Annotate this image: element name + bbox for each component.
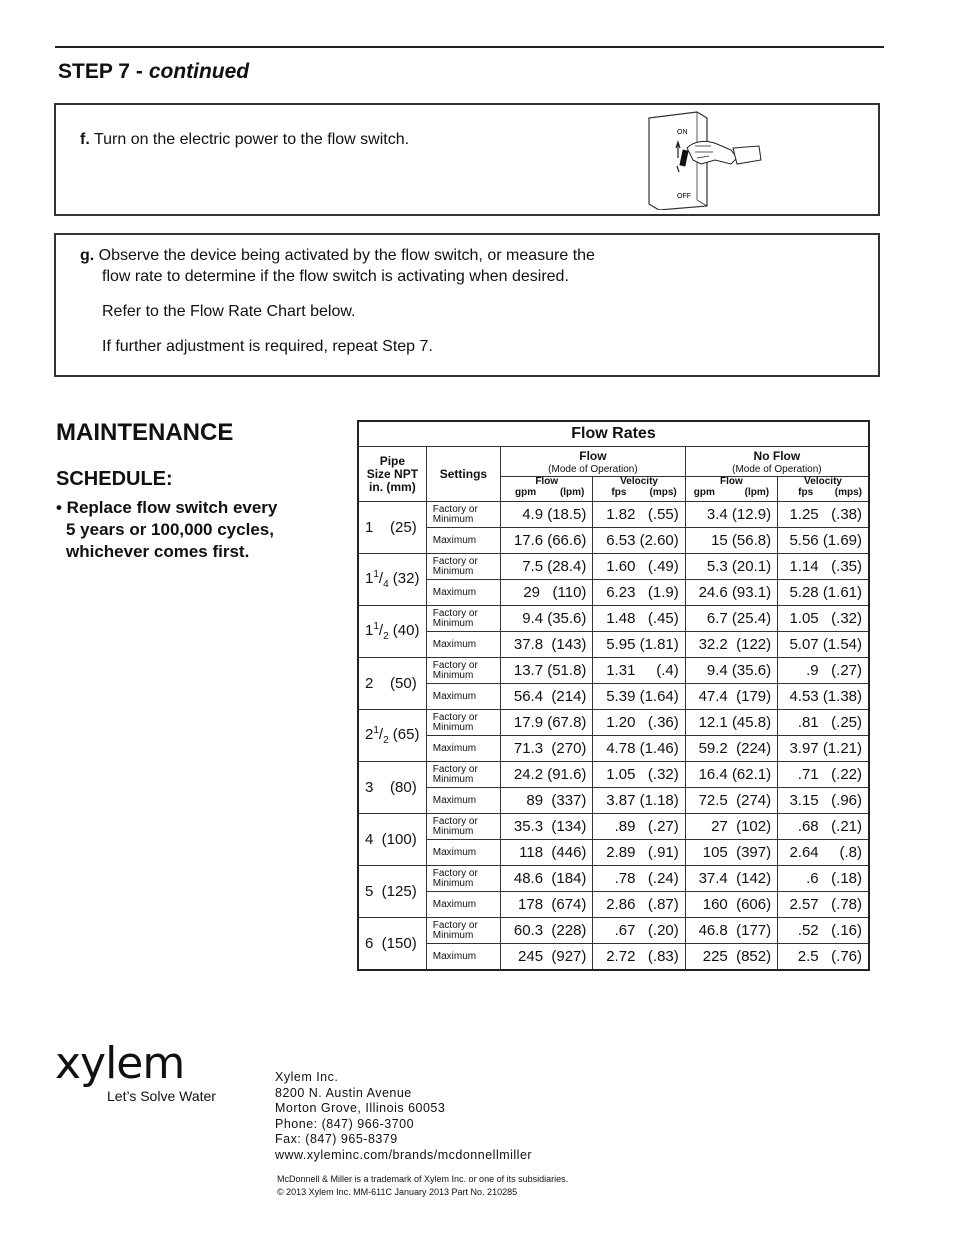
- table-row: [358, 918, 869, 944]
- unit-label: fps: [798, 487, 814, 498]
- top-rule: [55, 46, 884, 48]
- table-cell: .78 (.24): [593, 866, 685, 892]
- table-cell: 160 (606): [685, 892, 777, 918]
- pipe-fraction-num: 1: [373, 621, 379, 632]
- table-cell: 7.5 (28.4): [501, 554, 593, 580]
- setting-line: Factory or: [432, 659, 478, 671]
- settings-header: Settings: [426, 447, 500, 502]
- setting-maximum: Maximum: [426, 528, 500, 554]
- setting-maximum: Maximum: [426, 840, 500, 866]
- bullet-line: whichever comes first.: [66, 542, 250, 561]
- table-cell: 5.95 (1.81): [593, 632, 685, 658]
- setting-maximum: Maximum: [426, 632, 500, 658]
- table-cell: 9.4 (35.6): [501, 606, 593, 632]
- table-row: [358, 606, 869, 632]
- table-row: [358, 814, 869, 840]
- table-row: [358, 710, 869, 736]
- schedule-bullet: [56, 497, 326, 563]
- instruction-line: Observe the device being activated by the flow switch, or measure the: [98, 247, 595, 264]
- table-cell: 118 (446): [501, 840, 593, 866]
- instruction-text: Turn on the electric power to the flow switch.: [93, 131, 410, 148]
- no-flow-header: [685, 447, 869, 477]
- table-cell: 24.2 (91.6): [501, 762, 593, 788]
- table-cell: 12.1 (45.8): [685, 710, 777, 736]
- website-url: www.xyleminc.com/brands/mcdonnellmiller: [275, 1147, 533, 1162]
- instruction-g: [80, 245, 595, 357]
- table-cell: 24.6 (93.1): [685, 580, 777, 606]
- table-row: [358, 580, 869, 606]
- table-cell: 2.72 (.83): [593, 944, 685, 971]
- table-cell: 9.4 (35.6): [685, 658, 777, 684]
- table-cell: 105 (397): [685, 840, 777, 866]
- setting-line: Factory or: [432, 763, 478, 775]
- pipe-size: 2 (50): [365, 675, 417, 692]
- table-cell: 17.9 (67.8): [501, 710, 593, 736]
- subheader-label: Flow: [535, 476, 559, 487]
- table-row: [358, 632, 869, 658]
- setting-maximum: Maximum: [426, 736, 500, 762]
- setting-minimum: [426, 866, 500, 892]
- pipe-size-cell: [358, 658, 426, 710]
- header-line: Size NPT: [366, 466, 419, 481]
- header-line: Flow: [579, 449, 607, 463]
- table-cell: 32.2 (122): [685, 632, 777, 658]
- step-label: STEP 7 -: [58, 60, 143, 83]
- table-cell: 225 (852): [685, 944, 777, 971]
- table-cell: 3.97 (1.21): [778, 736, 869, 762]
- power-switch-illustration: [645, 110, 765, 210]
- table-row: [358, 528, 869, 554]
- setting-minimum: [426, 502, 500, 528]
- instruction-letter: f.: [80, 131, 90, 148]
- instruction-line: flow rate to determine if the flow switch is activating when desired.: [102, 268, 569, 285]
- table-cell: 3.87 (1.18): [593, 788, 685, 814]
- table-cell: 1.20 (.36): [593, 710, 685, 736]
- setting-maximum: Maximum: [426, 892, 500, 918]
- setting-line: Minimum: [432, 565, 474, 577]
- pipe-fraction-den: 2: [383, 735, 389, 746]
- setting-minimum: [426, 762, 500, 788]
- table-cell: .89 (.27): [593, 814, 685, 840]
- setting-maximum: Maximum: [426, 580, 500, 606]
- setting-minimum: [426, 918, 500, 944]
- copyright-notice: © 2013 Xylem Inc. MM-611C January 2013 Part No. 210285: [277, 1187, 518, 1197]
- noflow-flow-subheader: [685, 477, 777, 502]
- table-row: [358, 788, 869, 814]
- table-cell: .52 (.16): [778, 918, 869, 944]
- setting-line: Factory or: [432, 555, 478, 567]
- pipe-size-cell: [358, 502, 426, 554]
- table-row: [358, 866, 869, 892]
- instruction-f: [80, 129, 409, 150]
- bullet-line: • Replace flow switch every: [56, 498, 278, 517]
- setting-maximum: Maximum: [426, 684, 500, 710]
- table-cell: 1.14 (.35): [778, 554, 869, 580]
- address-street: 8200 N. Austin Avenue: [275, 1085, 412, 1100]
- flow-table-body: [358, 502, 869, 971]
- pipe-fraction-den: 4: [383, 579, 389, 590]
- table-cell: 6.7 (25.4): [685, 606, 777, 632]
- table-cell: .81 (.25): [778, 710, 869, 736]
- logo-tagline: Let’s Solve Water: [107, 1088, 216, 1104]
- unit-label: fps: [611, 487, 627, 498]
- pipe-fraction-num: 1: [373, 569, 379, 580]
- table-row: [358, 658, 869, 684]
- header-line: No Flow: [753, 449, 801, 463]
- table-cell: 71.3 (270): [501, 736, 593, 762]
- pipe-size: 5 (125): [365, 883, 417, 900]
- unit-label: gpm: [693, 487, 715, 498]
- table-cell: 37.4 (142): [685, 866, 777, 892]
- setting-line: Minimum: [432, 669, 474, 681]
- table-cell: 72.5 (274): [685, 788, 777, 814]
- table-cell: 1.82 (.55): [593, 502, 685, 528]
- setting-line: Factory or: [432, 815, 478, 827]
- flow-velocity-subheader: [593, 477, 685, 502]
- table-row: [358, 892, 869, 918]
- subheader-label: Velocity: [804, 476, 842, 487]
- subheader-label: Velocity: [620, 476, 658, 487]
- header-line: in. (mm): [369, 479, 416, 494]
- unit-label: (lpm): [559, 487, 585, 498]
- instruction-line: Refer to the Flow Rate Chart below.: [102, 303, 356, 320]
- bullet-line: 5 years or 100,000 cycles,: [66, 520, 274, 539]
- setting-line: Factory or: [432, 607, 478, 619]
- table-cell: .67 (.20): [593, 918, 685, 944]
- table-cell: 17.6 (66.6): [501, 528, 593, 554]
- unit-label: (lpm): [744, 487, 770, 498]
- pipe-mm: (65): [388, 726, 420, 743]
- setting-maximum: Maximum: [426, 944, 500, 971]
- table-cell: 3.15 (.96): [778, 788, 869, 814]
- company-name: Xylem Inc.: [275, 1070, 339, 1084]
- switch-off-label: OFF: [677, 193, 691, 200]
- instruction-letter: g.: [80, 247, 95, 264]
- setting-line: Factory or: [432, 919, 478, 931]
- header-line: Pipe: [379, 453, 406, 468]
- table-cell: 37.8 (143): [501, 632, 593, 658]
- table-cell: 47.4 (179): [685, 684, 777, 710]
- fax-number: Fax: (847) 965-8379: [275, 1132, 398, 1146]
- table-cell: 3.4 (12.9): [685, 502, 777, 528]
- noflow-velocity-subheader: [778, 477, 869, 502]
- pipe-size-cell: [358, 814, 426, 866]
- table-cell: .6 (.18): [778, 866, 869, 892]
- pipe-size-cell: [358, 762, 426, 814]
- setting-line: Minimum: [432, 825, 474, 837]
- pipe-size: 1 (25): [365, 519, 417, 536]
- table-cell: 4.78 (1.46): [593, 736, 685, 762]
- setting-line: Minimum: [432, 513, 474, 525]
- table-cell: 1.25 (.38): [778, 502, 869, 528]
- trademark-notice: McDonnell & Miller is a trademark of Xylem Inc. or one of its subsidiaries.: [277, 1174, 569, 1184]
- table-cell: 5.07 (1.54): [778, 632, 869, 658]
- table-cell: 1.60 (.49): [593, 554, 685, 580]
- table-row: [358, 736, 869, 762]
- setting-line: Factory or: [432, 711, 478, 723]
- company-address: [275, 1070, 532, 1163]
- fine-print: [277, 1173, 568, 1199]
- table-row: [358, 502, 869, 528]
- unit-label: gpm: [515, 487, 537, 498]
- instruction-line: If further adjustment is required, repeat Step 7.: [102, 338, 433, 355]
- setting-line: Minimum: [432, 617, 474, 629]
- table-cell: 245 (927): [501, 944, 593, 971]
- pipe-size-header: [358, 447, 426, 502]
- setting-line: Factory or: [432, 503, 478, 515]
- table-cell: 35.3 (134): [501, 814, 593, 840]
- table-cell: 15 (56.8): [685, 528, 777, 554]
- pipe-size: 6 (150): [365, 935, 417, 952]
- table-cell: 5.3 (20.1): [685, 554, 777, 580]
- table-cell: .71 (.22): [778, 762, 869, 788]
- setting-maximum: Maximum: [426, 788, 500, 814]
- table-cell: 2.5 (.76): [778, 944, 869, 971]
- pipe-size: 3 (80): [365, 779, 417, 796]
- flow-flow-subheader: [501, 477, 593, 502]
- pipe-fraction-num: 1: [373, 725, 379, 736]
- table-row: [358, 554, 869, 580]
- table-cell: 178 (674): [501, 892, 593, 918]
- xylem-logo: [55, 1038, 216, 1104]
- flow-rates-table: [357, 420, 870, 971]
- pipe-size-cell: [358, 918, 426, 971]
- table-cell: 16.4 (62.1): [685, 762, 777, 788]
- table-cell: 56.4 (214): [501, 684, 593, 710]
- table-cell: 60.3 (228): [501, 918, 593, 944]
- table-row: [358, 762, 869, 788]
- table-cell: 13.7 (51.8): [501, 658, 593, 684]
- table-cell: 29 (110): [501, 580, 593, 606]
- table-row: [358, 840, 869, 866]
- table-cell: 4.53 (1.38): [778, 684, 869, 710]
- setting-minimum: [426, 554, 500, 580]
- pipe-size-cell: [358, 866, 426, 918]
- table-cell: 2.86 (.87): [593, 892, 685, 918]
- setting-minimum: [426, 814, 500, 840]
- mode-label: (Mode of Operation): [732, 464, 822, 475]
- table-cell: 5.56 (1.69): [778, 528, 869, 554]
- table-cell: 6.23 (1.9): [593, 580, 685, 606]
- setting-line: Minimum: [432, 877, 474, 889]
- table-row: [358, 684, 869, 710]
- pipe-size-cell: $1^1/_2$ (40): [358, 606, 426, 658]
- setting-minimum: [426, 658, 500, 684]
- instruction-box-g: [54, 233, 880, 377]
- pipe-mm: (40): [388, 622, 420, 639]
- table-cell: 5.28 (1.61): [778, 580, 869, 606]
- setting-line: Factory or: [432, 867, 478, 879]
- pipe-fraction-den: 2: [383, 631, 389, 642]
- table-cell: 59.2 (224): [685, 736, 777, 762]
- flow-header: [501, 447, 686, 477]
- maintenance-heading: MAINTENANCE: [56, 419, 234, 446]
- phone-number: Phone: (847) 966-3700: [275, 1116, 415, 1131]
- table-title: Flow Rates: [358, 421, 869, 447]
- pipe-mm: (32): [388, 570, 420, 587]
- table-cell: 48.6 (184): [501, 866, 593, 892]
- unit-label: (mps): [649, 487, 677, 498]
- table-cell: 5.39 (1.64): [593, 684, 685, 710]
- table-cell: 2.64 (.8): [778, 840, 869, 866]
- table-cell: .68 (.21): [778, 814, 869, 840]
- setting-line: Minimum: [432, 773, 474, 785]
- step-heading: [58, 60, 249, 84]
- table-cell: 1.31 (.4): [593, 658, 685, 684]
- table-cell: 46.8 (177): [685, 918, 777, 944]
- switch-on-label: ON: [677, 129, 688, 136]
- pipe-whole: 1: [365, 622, 374, 639]
- address-city: Morton Grove, Illinois 60053: [275, 1101, 446, 1115]
- logo-wordmark: xylem: [55, 1038, 185, 1089]
- setting-minimum: [426, 606, 500, 632]
- pipe-size-cell: $1^1/_4$ (32): [358, 554, 426, 606]
- pipe-whole: 2: [365, 726, 374, 743]
- table-cell: 4.9 (18.5): [501, 502, 593, 528]
- table-cell: 1.05 (.32): [778, 606, 869, 632]
- table-cell: 2.57 (.78): [778, 892, 869, 918]
- step-continued: continued: [148, 60, 250, 83]
- setting-minimum: [426, 710, 500, 736]
- mode-label: (Mode of Operation): [548, 464, 638, 475]
- unit-label: (mps): [834, 487, 862, 498]
- table-cell: .9 (.27): [778, 658, 869, 684]
- table-cell: 6.53 (2.60): [593, 528, 685, 554]
- pipe-whole: 1: [365, 570, 374, 587]
- table-cell: 89 (337): [501, 788, 593, 814]
- table-row: [358, 944, 869, 971]
- setting-line: Minimum: [432, 721, 474, 733]
- table-cell: 1.05 (.32): [593, 762, 685, 788]
- table-cell: 2.89 (.91): [593, 840, 685, 866]
- pipe-size: 4 (100): [365, 831, 417, 848]
- subheader-label: Flow: [720, 476, 743, 487]
- table-cell: 1.48 (.45): [593, 606, 685, 632]
- setting-line: Minimum: [432, 929, 474, 941]
- pipe-size-cell: $2^1/_2$ (65): [358, 710, 426, 762]
- table-cell: 27 (102): [685, 814, 777, 840]
- schedule-heading: SCHEDULE:: [56, 468, 173, 490]
